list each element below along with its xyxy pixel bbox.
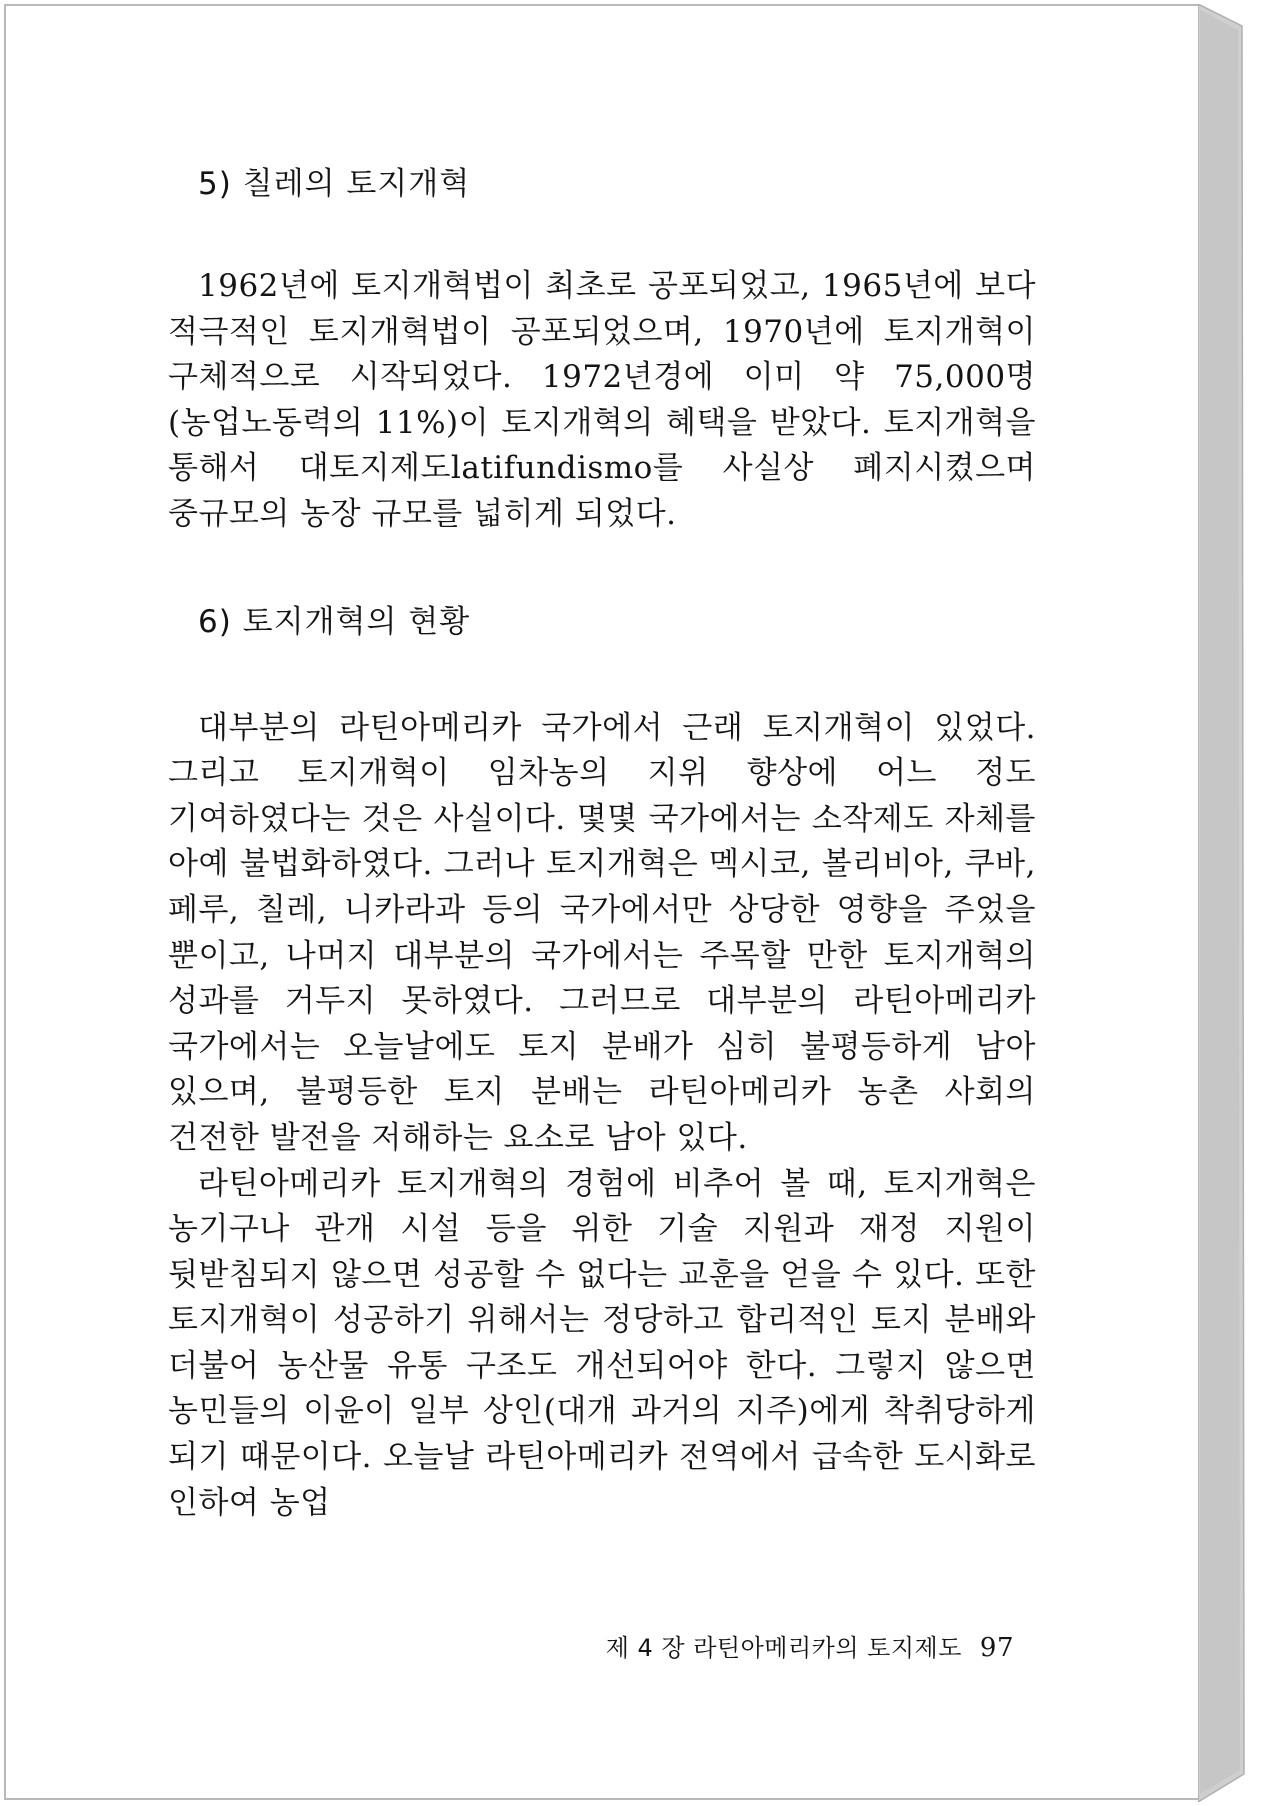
paragraph-status-2: 라틴아메리카 토지개혁의 경험에 비추어 볼 때, 토지개혁은 농기구나 관개 시설 등을 위한 기술 지원과 재정 지원이 뒷받침되지 않으면 성공할 수 없다는 교훈을 얻을 수 있다. 또한 토지개혁이 성공하기 위해서는 정당하고 합리적인 토지 분배와 더불어 농산물 유통 구조도 개선되어야 한다. 그렇지 않으면 농민들의 이윤이 일부 상인(대개 과거의 지주)에게 착취당하게 되기 때문이다. 오늘날 라틴아메리카 전역에서 급속한 도시화로 인하여 농업	[168, 1165, 1036, 1521]
paragraph-chile-land-reform: 1962년에 토지개혁법이 최초로 공포되었고, 1965년에 보다 적극적인 토지개혁법이 공포되었으며, 1970년에 토지개혁이 구체적으로 시작되었다. 1972년경에 이미 약 75,000명(농업노동력의 11%)이 토지개혁의 혜택을 받았다. 토지개혁을 통해서 대토지제도latifundismo를 사실상 폐지시켰으며 중규모의 농장 규모를 넓히게 되었다.	[168, 268, 1036, 532]
page-content	[168, 160, 1036, 1526]
section-heading-status: 6) 토지개혁의 현황	[198, 603, 471, 640]
page-number: 97	[979, 1633, 1014, 1663]
running-footer	[560, 1628, 1014, 1663]
paragraph-status-1: 대부분의 라틴아메리카 국가에서 근래 토지개혁이 있었다. 그리고 토지개혁이 임차농의 지위 향상에 어느 정도 기여하였다는 것은 사실이다. 몇몇 국가에서는 소작제도 자체를 아예 불법화하였다. 그러나 토지개혁은 멕시코, 볼리비아, 쿠바, 페루, 칠레, 니카라과 등의 국가에서만 상당한 영향을 주었을 뿐이고, 나머지 대부분의 국가에서는 주목할 만한 토지개혁의 성과를 거두지 못하였다. 그러므로 대부분의 라틴아메리카 국가에서는 오늘날에도 토지 분배가 심히 불평등하게 남아 있으며, 불평등한 토지 분배는 라틴아메리카 농촌 사회의 건전한 발전을 저해하는 요소로 남아 있다.	[168, 709, 1036, 1156]
book-spine-edge	[1198, 4, 1262, 1802]
section-heading-chile: 5) 칠레의 토지개혁	[198, 166, 471, 202]
spine-shape	[1198, 4, 1262, 1802]
chapter-title: 제 4 장 라틴아메리카의 토지제도	[605, 1634, 962, 1662]
